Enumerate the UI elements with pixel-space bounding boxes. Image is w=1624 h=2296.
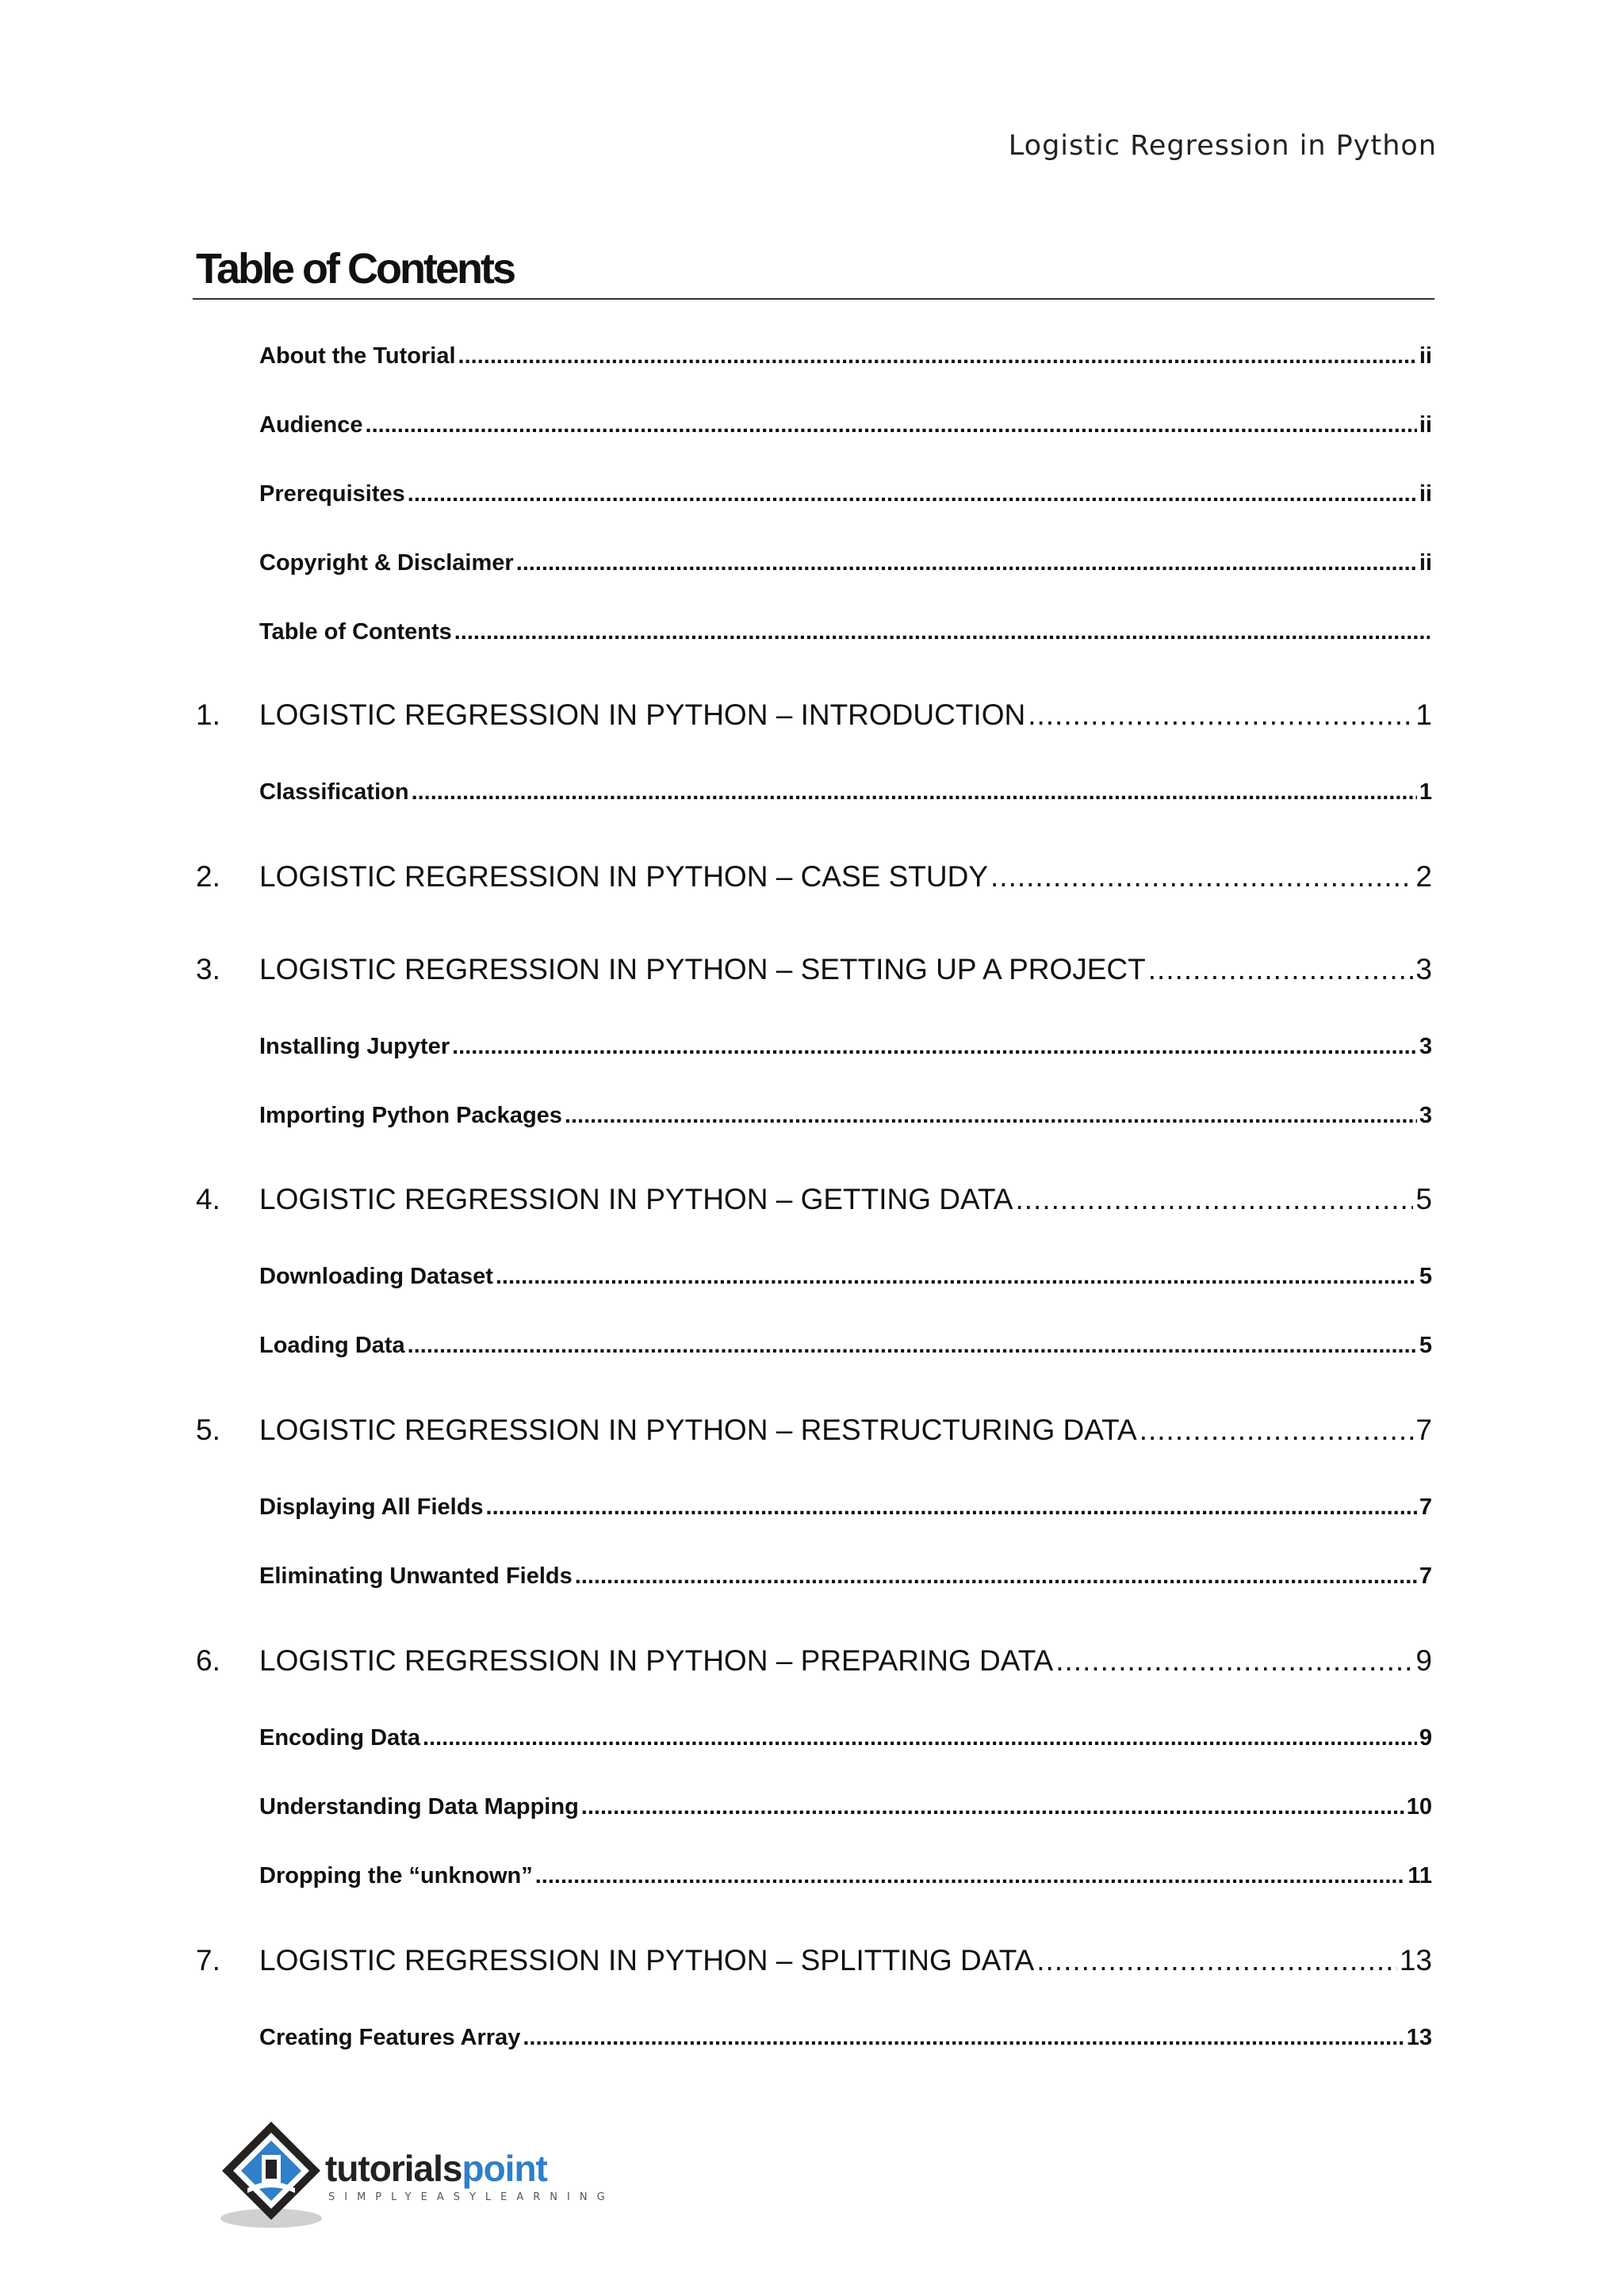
- toc-entry-label: Importing Python Packages: [259, 1103, 562, 1128]
- toc-entry-page: 3: [1415, 953, 1432, 985]
- toc-entry-page: 7: [1419, 1563, 1432, 1589]
- toc-entry-label: LOGISTIC REGRESSION IN PYTHON – SPLITTING DATA: [259, 1944, 1035, 1976]
- toc-entry-label: Copyright & Disclaimer: [259, 550, 514, 576]
- toc-dot-leader: [486, 1494, 1417, 1521]
- toc-entry[interactable]: [196, 698, 1432, 732]
- tutorialspoint-logo: [216, 2117, 615, 2236]
- toc-title: Table of Contents: [196, 245, 514, 293]
- toc-dot-leader: [575, 1563, 1417, 1590]
- logo-tagline: SIMPLYEASYLEARNING: [328, 2191, 615, 2203]
- toc-entry-label: Creating Features Array: [259, 2025, 521, 2050]
- toc-entry-page: 10: [1406, 1794, 1432, 1820]
- toc-entry[interactable]: [196, 1644, 1432, 1678]
- toc-entry-page: 2: [1415, 860, 1432, 893]
- toc-entry-label: Loading Data: [259, 1333, 405, 1358]
- logo-brand-part2: point: [462, 2148, 547, 2189]
- toc-entry-page: ii: [1419, 343, 1432, 369]
- toc-entry[interactable]: [259, 1725, 1432, 1751]
- toc-entry[interactable]: [196, 953, 1432, 986]
- toc-entry-page: 3: [1419, 1103, 1432, 1128]
- toc-entry-number: 4.: [196, 1183, 220, 1215]
- toc-entry[interactable]: [196, 860, 1432, 894]
- toc-entry[interactable]: [259, 2025, 1432, 2051]
- toc-entry[interactable]: [259, 412, 1432, 438]
- toc-entry-label: About the Tutorial: [259, 343, 456, 369]
- toc-entry[interactable]: [259, 779, 1432, 806]
- toc-dot-leader: [1148, 953, 1414, 986]
- toc-entry-label: Understanding Data Mapping: [259, 1794, 579, 1820]
- toc-entry-page: 1: [1419, 779, 1432, 805]
- toc-entry[interactable]: [259, 1794, 1432, 1820]
- toc-entry-page: ii: [1419, 550, 1432, 576]
- toc-entry-label: LOGISTIC REGRESSION IN PYTHON – INTRODUCTION: [259, 698, 1026, 731]
- toc-entry-label: Downloading Dataset: [259, 1264, 493, 1289]
- toc-entry-page: 7: [1419, 1494, 1432, 1520]
- toc-dot-leader: [565, 1103, 1417, 1129]
- toc-dot-leader: [458, 343, 1417, 369]
- toc-entry-label: LOGISTIC REGRESSION IN PYTHON – RESTRUCTURING DATA: [259, 1414, 1137, 1446]
- toc-entry-label: Classification: [259, 779, 409, 805]
- toc-entry-label: Table of Contents: [259, 619, 452, 645]
- toc-entry-number: 7.: [196, 1944, 220, 1976]
- toc-entry-page: 3: [1419, 1034, 1432, 1059]
- toc-entry-label: LOGISTIC REGRESSION IN PYTHON – CASE STUDY: [259, 860, 989, 893]
- toc-entry[interactable]: [259, 1264, 1432, 1290]
- toc-entry-number: 1.: [196, 698, 220, 731]
- toc-dot-leader: [581, 1794, 1404, 1820]
- toc-dot-leader: [454, 619, 1430, 645]
- toc-entry-number: 3.: [196, 953, 220, 985]
- toc-entry-page: 11: [1408, 1863, 1432, 1888]
- toc-entry[interactable]: [259, 1333, 1432, 1359]
- toc-entry[interactable]: [259, 481, 1432, 507]
- toc-entry[interactable]: [196, 1183, 1432, 1216]
- toc-entry-page: 7: [1415, 1414, 1432, 1446]
- running-header: Logistic Regression in Python: [1008, 130, 1437, 162]
- toc-entry-page: 9: [1415, 1644, 1432, 1677]
- toc-dot-leader: [1055, 1644, 1413, 1678]
- toc-dot-leader: [1036, 1944, 1397, 1977]
- toc-entry-label: LOGISTIC REGRESSION IN PYTHON – GETTING DATA: [259, 1183, 1013, 1215]
- title-divider: [193, 298, 1434, 300]
- toc-entry[interactable]: [259, 1563, 1432, 1590]
- toc-entry-label: Eliminating Unwanted Fields: [259, 1563, 573, 1589]
- toc-entry[interactable]: [259, 343, 1432, 369]
- toc-entry-page: 13: [1406, 2025, 1432, 2050]
- toc-entry-page: 9: [1419, 1725, 1432, 1751]
- toc-dot-leader: [408, 1333, 1417, 1359]
- toc-entry-page: ii: [1419, 412, 1432, 438]
- toc-entry[interactable]: [259, 619, 1432, 645]
- toc-dot-leader: [523, 2025, 1404, 2051]
- toc-dot-leader: [1139, 1414, 1414, 1447]
- toc-entry-page: 5: [1415, 1183, 1432, 1215]
- toc-entry-number: 2.: [196, 860, 220, 893]
- toc-entry[interactable]: [259, 1494, 1432, 1521]
- toc-entry[interactable]: [196, 1944, 1432, 1977]
- toc-dot-leader: [423, 1725, 1417, 1751]
- toc-entry-page: ii: [1419, 481, 1432, 507]
- toc-dot-leader: [516, 550, 1417, 576]
- toc-dot-leader: [990, 860, 1413, 894]
- toc-entry-label: LOGISTIC REGRESSION IN PYTHON – SETTING UP A PROJECT: [259, 953, 1146, 985]
- toc-dot-leader: [535, 1863, 1406, 1889]
- toc-entry[interactable]: [259, 1863, 1432, 1889]
- toc-entry[interactable]: [196, 1414, 1432, 1447]
- toc-entry[interactable]: [259, 1103, 1432, 1129]
- toc-entry-page: 13: [1399, 1944, 1432, 1976]
- toc-entry-page: 5: [1419, 1333, 1432, 1358]
- toc-entry-label: Displaying All Fields: [259, 1494, 484, 1520]
- toc-entry[interactable]: [259, 1034, 1432, 1060]
- toc-dot-leader: [1015, 1183, 1413, 1216]
- logo-emblem-icon: [216, 2117, 327, 2236]
- logo-wordmark: [325, 2147, 547, 2190]
- toc-entry-number: 6.: [196, 1644, 220, 1677]
- toc-entry-page: 1: [1415, 698, 1432, 731]
- toc-entry-label: Dropping the “unknown”: [259, 1863, 533, 1888]
- toc-dot-leader: [1028, 698, 1413, 732]
- toc-entry-number: 5.: [196, 1414, 220, 1446]
- toc-entry-label: Encoding Data: [259, 1725, 421, 1751]
- toc-dot-leader: [408, 481, 1417, 507]
- toc-dot-leader: [452, 1034, 1417, 1060]
- toc-entry-page: 5: [1419, 1264, 1432, 1289]
- toc-entry-label: LOGISTIC REGRESSION IN PYTHON – PREPARING DATA: [259, 1644, 1054, 1677]
- toc-entry-label: Installing Jupyter: [259, 1034, 450, 1059]
- toc-entry-label: Prerequisites: [259, 481, 405, 507]
- toc-entry[interactable]: [259, 550, 1432, 576]
- toc-entry-label: Audience: [259, 412, 363, 438]
- toc-dot-leader: [412, 779, 1417, 806]
- toc-dot-leader: [366, 412, 1417, 438]
- logo-brand-part1: tutorials: [325, 2148, 462, 2189]
- toc-dot-leader: [496, 1264, 1417, 1290]
